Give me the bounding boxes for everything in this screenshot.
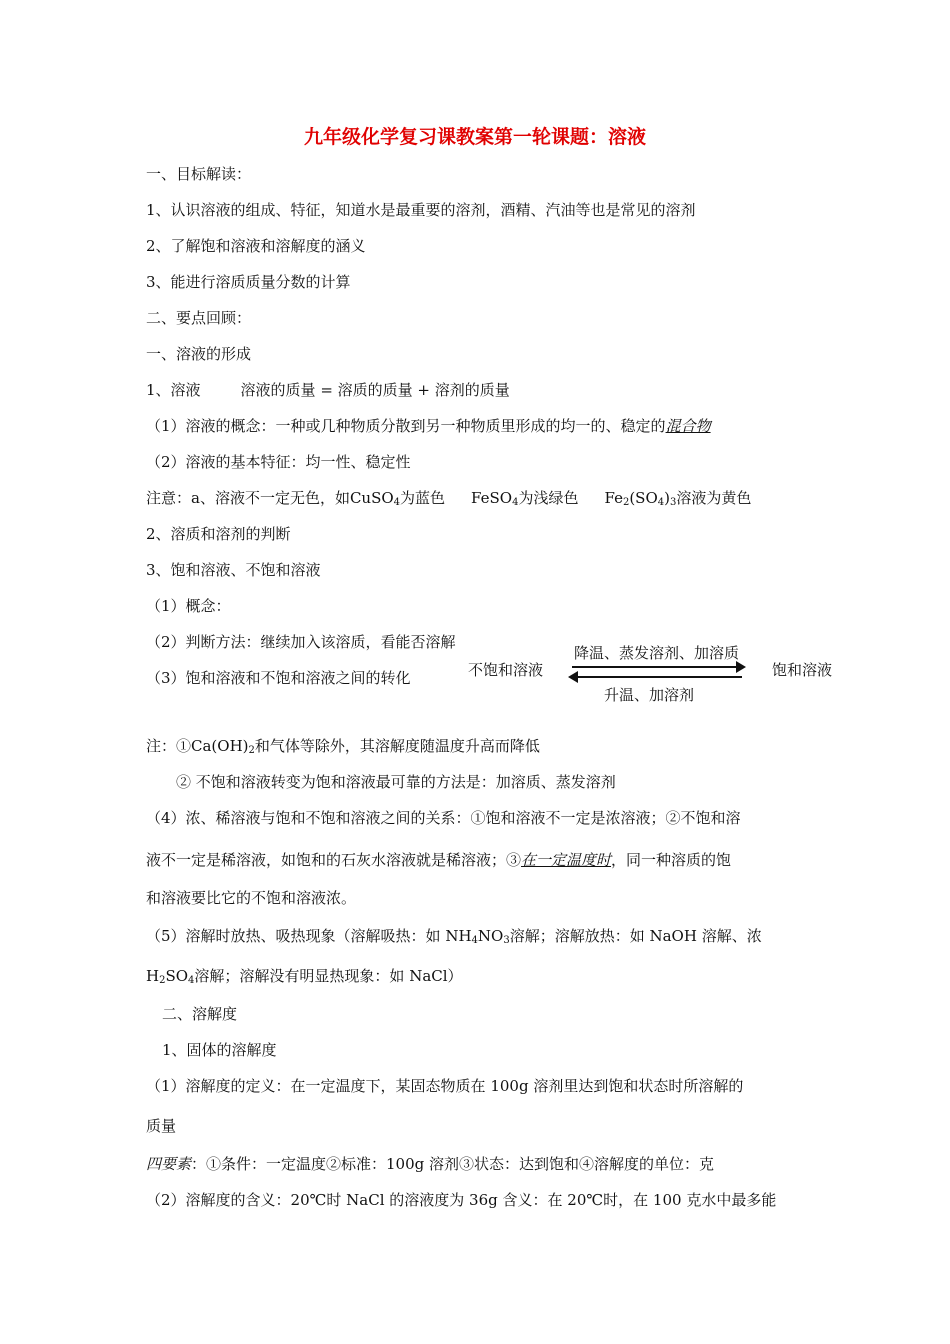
subsection-heading: 一、溶液的形成: [146, 345, 252, 363]
subscript: 3: [503, 935, 510, 946]
text: （5）溶解时放热、吸热现象（溶解吸热：如 NH: [146, 927, 472, 945]
paragraph: [146, 966, 463, 986]
text: 为浅绿色: [518, 489, 579, 507]
paragraph: [146, 380, 510, 400]
diagram-left-label: 不饱和溶液: [468, 661, 544, 679]
emphasis: 四要素: [146, 1155, 192, 1173]
text: H: [146, 967, 160, 985]
formula: 溶液的质量 = 溶质的质量 + 溶剂的质量: [240, 381, 510, 399]
paragraph: （4）浓、稀溶液与饱和不饱和溶液之间的关系：①饱和溶液不一定是浓溶液；②不饱和溶: [146, 809, 741, 827]
paragraph: 和溶液要比它的不饱和溶液浓。: [146, 889, 357, 907]
subscript: 3: [670, 497, 677, 508]
paragraph: （1）概念：: [146, 597, 231, 615]
subscript: 4: [188, 975, 195, 986]
paragraph: （1）溶解度的定义：在一定温度下，某固态物质在 100g 溶剂里达到饱和状态时所溶解的: [146, 1077, 744, 1095]
text: NO: [477, 927, 504, 945]
text: ，同一种溶质的饱: [611, 851, 732, 869]
subscript: 2: [248, 745, 255, 756]
section-heading: 二、溶解度: [162, 1005, 238, 1023]
text: (SO: [629, 489, 658, 507]
subscript: 2: [622, 497, 630, 508]
text: 溶解；溶解放热：如 NaOH 溶解、浓: [509, 927, 762, 945]
paragraph: [146, 926, 762, 946]
subscript: 4: [393, 497, 401, 508]
goal-line: 1、认识溶液的组成、特征，知道水是最重要的溶剂，酒精、汽油等也是常见的溶剂: [146, 201, 696, 219]
paragraph: [146, 416, 711, 436]
paragraph: 质量: [146, 1117, 177, 1135]
paragraph: [146, 850, 731, 870]
arrow-head-left-icon: [568, 671, 578, 683]
subscript: 4: [657, 497, 665, 508]
text: ): [664, 489, 670, 507]
text: 1、溶液: [146, 381, 201, 399]
conversion-diagram: [462, 636, 852, 706]
subscript: 2: [159, 975, 166, 986]
paragraph: （3）饱和溶液和不饱和溶液之间的转化: [146, 669, 411, 687]
emphasis: 在一定温度时: [521, 851, 612, 869]
forward-arrow: [572, 666, 742, 668]
diagram-right-label: 饱和溶液: [772, 661, 833, 679]
diagram-bottom-label: 升温、加溶剂: [604, 686, 695, 704]
emphasis: 混合物: [665, 417, 711, 435]
text: SO: [165, 967, 189, 985]
text: Fe: [604, 489, 623, 507]
note-line: [146, 488, 751, 508]
paragraph: [146, 1154, 714, 1174]
section-heading: 二、要点回顾：: [146, 309, 252, 327]
text: （1）溶液的概念：一种或几种物质分散到另一种物质里形成的均一的、稳定的: [146, 417, 666, 435]
note-line: ② 不饱和溶液转变为饱和溶液最可靠的方法是：加溶质、蒸发溶剂: [176, 773, 616, 791]
text: 注：①Ca(OH): [146, 737, 249, 755]
text: FeSO: [471, 489, 513, 507]
text: 溶解；溶解没有明显热现象：如 NaCl）: [194, 967, 463, 985]
goal-line: 2、了解饱和溶液和溶解度的涵义: [146, 237, 366, 255]
paragraph: 3、饱和溶液、不饱和溶液: [146, 561, 321, 579]
reverse-arrow: [572, 676, 742, 678]
text: 为蓝色: [400, 489, 446, 507]
subscript: 4: [512, 497, 519, 508]
paragraph: （2）判断方法：继续加入该溶质，看能否溶解: [146, 633, 456, 651]
paragraph: （2）溶解度的含义：20℃时 NaCl 的溶液度为 36g 含义：在 20℃时，在 100 克水中最多能: [146, 1191, 777, 1209]
text: 注意：a、溶液不一定无色，如CuSO: [146, 489, 394, 507]
arrow-head-right-icon: [736, 661, 746, 673]
subsection-heading: 1、固体的溶解度: [162, 1041, 277, 1059]
section-heading: 一、目标解读：: [146, 165, 252, 183]
goal-line: 3、能进行溶质质量分数的计算: [146, 273, 351, 291]
paragraph: （2）溶液的基本特征：均一性、稳定性: [146, 453, 411, 471]
diagram-top-label: 降温、蒸发溶剂、加溶质: [574, 644, 740, 662]
paragraph: 2、溶质和溶剂的判断: [146, 525, 291, 543]
text: 和气体等除外，其溶解度随温度升高而降低: [254, 737, 540, 755]
text: 液不一定是稀溶液，如饱和的石灰水溶液就是稀溶液；③: [146, 851, 522, 869]
subscript: 4: [471, 935, 478, 946]
text: ：①条件：一定温度②标准：100g 溶剂③状态：达到饱和④溶解度的单位：克: [191, 1155, 715, 1173]
text: 溶液为黄色: [676, 489, 752, 507]
document-title: 九年级化学复习课教案第一轮课题：溶液: [303, 126, 646, 148]
note-line: [146, 736, 540, 756]
